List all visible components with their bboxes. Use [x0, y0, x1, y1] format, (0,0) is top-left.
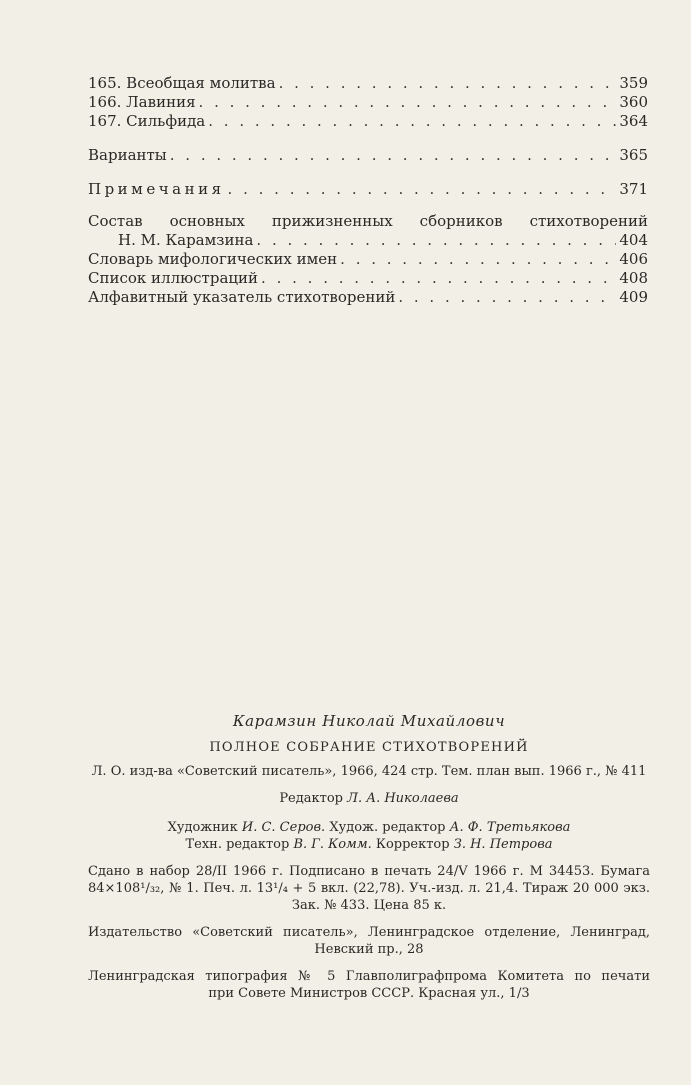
toc-entry-page: 408 — [619, 269, 648, 287]
credits-line: Техн. редактор В. Г. Комм. Корректор З. Н. Петрова — [185, 837, 553, 852]
editor-line: Редактор Л. А. Николаева — [279, 791, 459, 806]
toc-entry-title: Примечания — [88, 180, 225, 198]
toc-entry-title: Словарь мифологических имен — [88, 250, 338, 268]
specs-line: Сдано в набор 28/II 1966 г. Подписано в печать 24/V 1966 г. М 34453. Бумага — [88, 864, 650, 879]
credits-line: Художник И. С. Серов. Худож. редактор А. Ф. Третьякова — [167, 820, 571, 835]
toc-entry-page: 404 — [619, 231, 648, 249]
toc-entry-page: 359 — [619, 74, 648, 92]
book-title: ПОЛНОЕ СОБРАНИЕ СТИХОТВОРЕНИЙ — [209, 740, 529, 755]
toc-entry-page: 409 — [619, 288, 648, 306]
toc-entry-page: 365 — [619, 146, 648, 164]
address-line: Невский пр., 28 — [314, 942, 424, 957]
toc-entry — [88, 231, 648, 250]
dot-leader — [340, 250, 616, 269]
toc-entry — [88, 180, 648, 199]
toc-entry — [88, 288, 648, 307]
dot-leader — [208, 112, 616, 131]
publisher-line: Л. О. изд-ва «Советский писатель», 1966, 424 стр. Тем. план вып. 1966 г., № 411 — [91, 764, 647, 779]
print-specs — [88, 863, 650, 914]
dot-leader — [398, 288, 616, 307]
toc-entry-title: Н. М. Карамзина — [118, 231, 254, 249]
toc-entry-title-line: Состав основных прижизненных сборников стихотворений — [88, 212, 648, 230]
toc-entry-title: 165. Всеобщая молитва — [88, 74, 276, 92]
toc-entry-page: 360 — [619, 93, 648, 111]
dot-leader — [279, 74, 617, 93]
printing-line: при Совете Министров СССР. Красная ул., 1/3 — [208, 986, 530, 1001]
toc-entry — [88, 250, 648, 269]
toc-entry-title: 167. Сильфида — [88, 112, 206, 130]
author-name: Карамзин Николай Михайлович — [232, 712, 506, 730]
printing-line: Ленинградская типография № 5 Главполиграфпрома Комитета по печати — [88, 969, 650, 984]
dot-leader — [199, 93, 617, 112]
dot-leader — [170, 146, 617, 165]
credits-block — [88, 819, 650, 853]
toc-entry-page: 371 — [619, 180, 648, 198]
imprint-block — [88, 700, 650, 1002]
dot-leader — [228, 180, 617, 199]
toc-entry-title: Список иллюстраций — [88, 269, 259, 287]
toc-entry — [88, 74, 648, 93]
specs-line: 84×108¹/₃₂, № 1. Печ. л. 13¹/₄ + 5 вкл. (22,78). Уч.-изд. л. 21,4. Тираж 20 000 экз. — [88, 881, 650, 896]
toc-entry — [88, 146, 648, 165]
toc-entry-collections — [88, 212, 648, 250]
toc-entry-title: 166. Лавиния — [88, 93, 196, 111]
toc-entry — [88, 112, 648, 131]
toc-entry-title: Варианты — [88, 146, 167, 164]
toc-entry-page: 406 — [619, 250, 648, 268]
table-of-contents — [88, 74, 648, 307]
publisher-address — [88, 924, 650, 958]
toc-entry — [88, 269, 648, 288]
toc-entry-title: Алфавитный указатель стихотворений — [88, 288, 396, 306]
printing-house — [88, 968, 650, 1002]
specs-line: Зак. № 433. Цена 85 к. — [291, 898, 447, 913]
toc-entry-page: 364 — [619, 112, 648, 130]
toc-entry — [88, 93, 648, 112]
address-line: Издательство «Советский писатель», Ленинградское отделение, Ленинград, — [88, 925, 650, 940]
dot-leader — [261, 269, 616, 288]
dot-leader — [256, 231, 616, 250]
